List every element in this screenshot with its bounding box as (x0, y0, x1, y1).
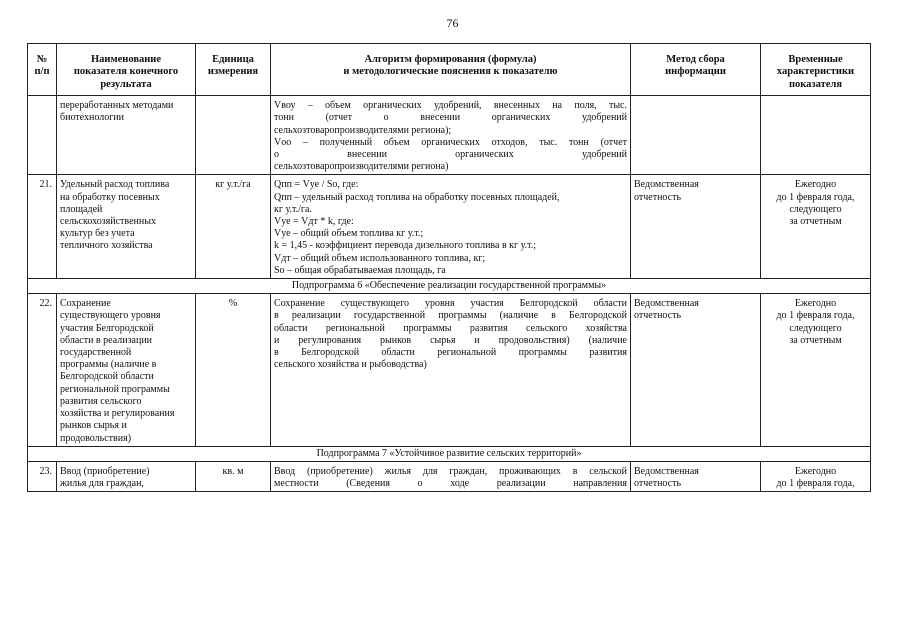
subprogram-7-title: Подпрограмма 7 «Устойчивое развитие сельских территорий» (28, 446, 871, 461)
cell-time: Ежегодно до 1 февраля года, следующего за отчетным (761, 294, 871, 446)
header-unit: Единица измерения (196, 44, 271, 96)
cell-num (28, 96, 57, 175)
cell-unit: кг у.т./га (196, 175, 271, 279)
page-number: 76 (446, 16, 459, 30)
cell-num: 23. (28, 461, 57, 491)
subprogram-row-7 (28, 446, 871, 461)
cell-time (761, 96, 871, 175)
cell-unit: кв. м (196, 461, 271, 491)
header-name: Наименование показателя конечного результата (57, 44, 196, 96)
subprogram-6-title: Подпрограмма 6 «Обеспечение реализации государственной программы» (28, 279, 871, 294)
header-num: № п/п (28, 44, 57, 96)
indicators-table (27, 43, 871, 492)
cell-unit (196, 96, 271, 175)
cell-num: 22. (28, 294, 57, 446)
cell-num: 21. (28, 175, 57, 279)
header-method: Метод сбора информации (631, 44, 761, 96)
table-row-22 (28, 294, 871, 446)
cell-name: Ввод (приобретение) жилья для граждан, (57, 461, 196, 491)
cell-method: Ведомственная отчетность (631, 461, 761, 491)
header-algorithm: Алгоритм формирования (формула) и методологические пояснения к показателю (271, 44, 631, 96)
cell-name: Сохранение существующего уровня участия Белгородской области в реализации государственной программы (наличие в Белгородской области региональной программы развития сельского хозяйства и регулирования рынков сырья и продовольствия) (57, 294, 196, 446)
table-row-23 (28, 461, 871, 491)
cell-algorithm: Ввод (приобретение) жилья для граждан, проживающих в сельской местности (Сведения о ходе реализации направления (271, 461, 631, 491)
cell-unit: % (196, 294, 271, 446)
cell-time: Ежегодно до 1 февраля года, (761, 461, 871, 491)
table-header-row (28, 44, 871, 96)
cell-name: Удельный расход топлива на обработку посевных площадей сельскохозяйственных культур без учета тепличного хозяйства (57, 175, 196, 279)
header-time: Временные характеристики показателя (761, 44, 871, 96)
table-row-21 (28, 175, 871, 279)
cell-algorithm: Qпп = Vуе / Sо, где: Qпп – удельный расход топлива на обработку посевных площадей, кг у.т./га. Vуе = Vдт * k, где: Vуе – общий объем топлива кг у.т.; k = 1,45 - коэффициент перевода дизельного топлива в кг у.т.; Vдт – общий объем использованного топлива, кг; Sо – общая обрабатываемая площадь, га (271, 175, 631, 279)
cell-time: Ежегодно до 1 февраля года, следующего за отчетным (761, 175, 871, 279)
subprogram-row-6 (28, 279, 871, 294)
table-row-continuation (28, 96, 871, 175)
cell-algorithm: Сохранение существующего уровня участия Белгородской области в реализации государственной программы (наличие в Белгородской области региональной программы развития сельского хозяйства и регулирования рынков сырья и продовольствия) (наличие в Белгородской области региональной программы развития сельского хозяйства и рыбоводства) (271, 294, 631, 446)
cell-algorithm: Vвоу – объем органических удобрений, внесенных на поля, тыс. тонн (отчет о внесении органических удобрений сельхозтоваропроизводителями региона); Vоо – полученный объем органических отходов, тыс. тонн (отчет о внесении органических удобрений сельхозтоваропроизводителями региона) (271, 96, 631, 175)
cell-method: Ведомственная отчетность (631, 175, 761, 279)
cell-method: Ведомственная отчетность (631, 294, 761, 446)
cell-name: переработанных методами биотехнологии (57, 96, 196, 175)
cell-method (631, 96, 761, 175)
